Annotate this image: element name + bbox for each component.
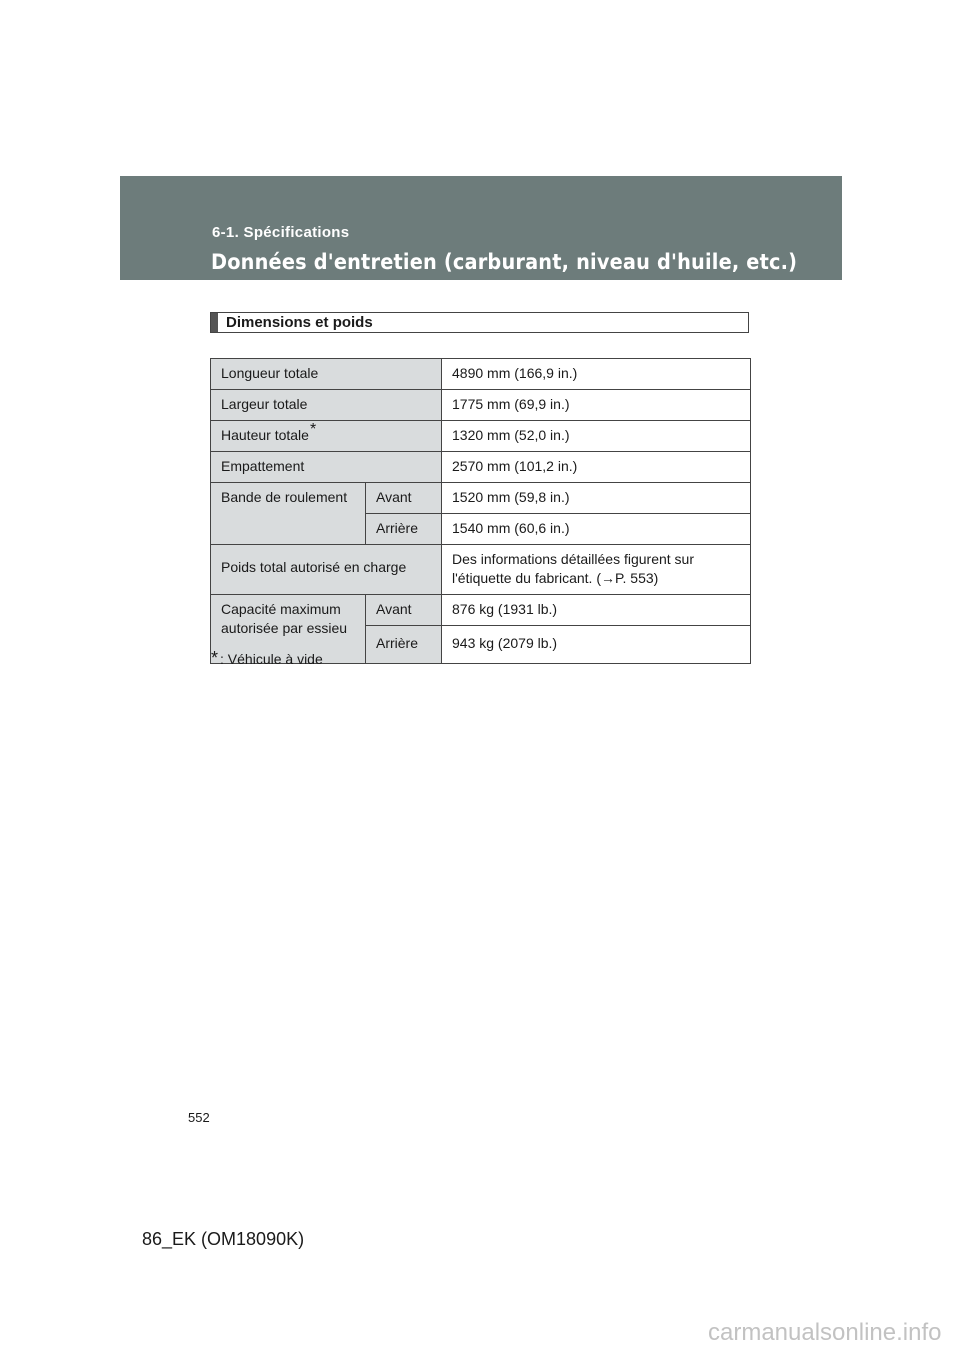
sub-label: Avant	[366, 595, 442, 626]
section-label: 6-1. Spécifications	[212, 224, 350, 241]
row-value: 943 kg (2079 lb.)	[442, 626, 751, 664]
row-value: Des informations détaillées figurent sur l'étiquette du fabricant. (→P. 553)	[442, 545, 751, 595]
row-label: Empattement	[211, 452, 442, 483]
table-row	[211, 421, 751, 452]
row-label: Bande de roulement	[211, 483, 366, 545]
row-label-text: Hauteur totale	[221, 427, 309, 443]
spec-table	[210, 358, 751, 664]
table-row	[211, 595, 751, 626]
row-value: 2570 mm (101,2 in.)	[442, 452, 751, 483]
table-row	[211, 390, 751, 421]
table-row	[211, 359, 751, 390]
row-value: 876 kg (1931 lb.)	[442, 595, 751, 626]
subsection-title: Dimensions et poids	[226, 314, 373, 331]
row-label: Capacité maximum autorisée par essieu	[211, 595, 366, 664]
table-row	[211, 483, 751, 514]
document-code: 86_EK (OM18090K)	[142, 1229, 305, 1249]
subsection-header	[210, 312, 749, 333]
row-label: Longueur totale	[211, 359, 442, 390]
row-label: Poids total autorisé en charge	[211, 545, 442, 595]
watermark: carmanualsonline.info	[708, 1319, 942, 1346]
page-number: 552	[188, 1110, 210, 1125]
page-title: Données d'entretien (carburant, niveau d'huile, etc.)	[211, 250, 798, 274]
subsection-marker	[211, 313, 218, 332]
row-value: 1520 mm (59,8 in.)	[442, 483, 751, 514]
asterisk-marker: *	[309, 421, 317, 438]
footnote-text: : Véhicule à vide	[220, 651, 323, 667]
row-value: 1320 mm (52,0 in.)	[442, 421, 751, 452]
row-label: Largeur totale	[211, 390, 442, 421]
table-row	[211, 452, 751, 483]
row-label	[211, 421, 442, 452]
footnote	[211, 648, 323, 669]
row-value: 1540 mm (60,6 in.)	[442, 514, 751, 545]
footnote-marker: *	[211, 648, 219, 668]
row-value: 4890 mm (166,9 in.)	[442, 359, 751, 390]
sub-label: Arrière	[366, 626, 442, 664]
sub-label: Avant	[366, 483, 442, 514]
table-row	[211, 545, 751, 595]
row-value: 1775 mm (69,9 in.)	[442, 390, 751, 421]
sub-label: Arrière	[366, 514, 442, 545]
